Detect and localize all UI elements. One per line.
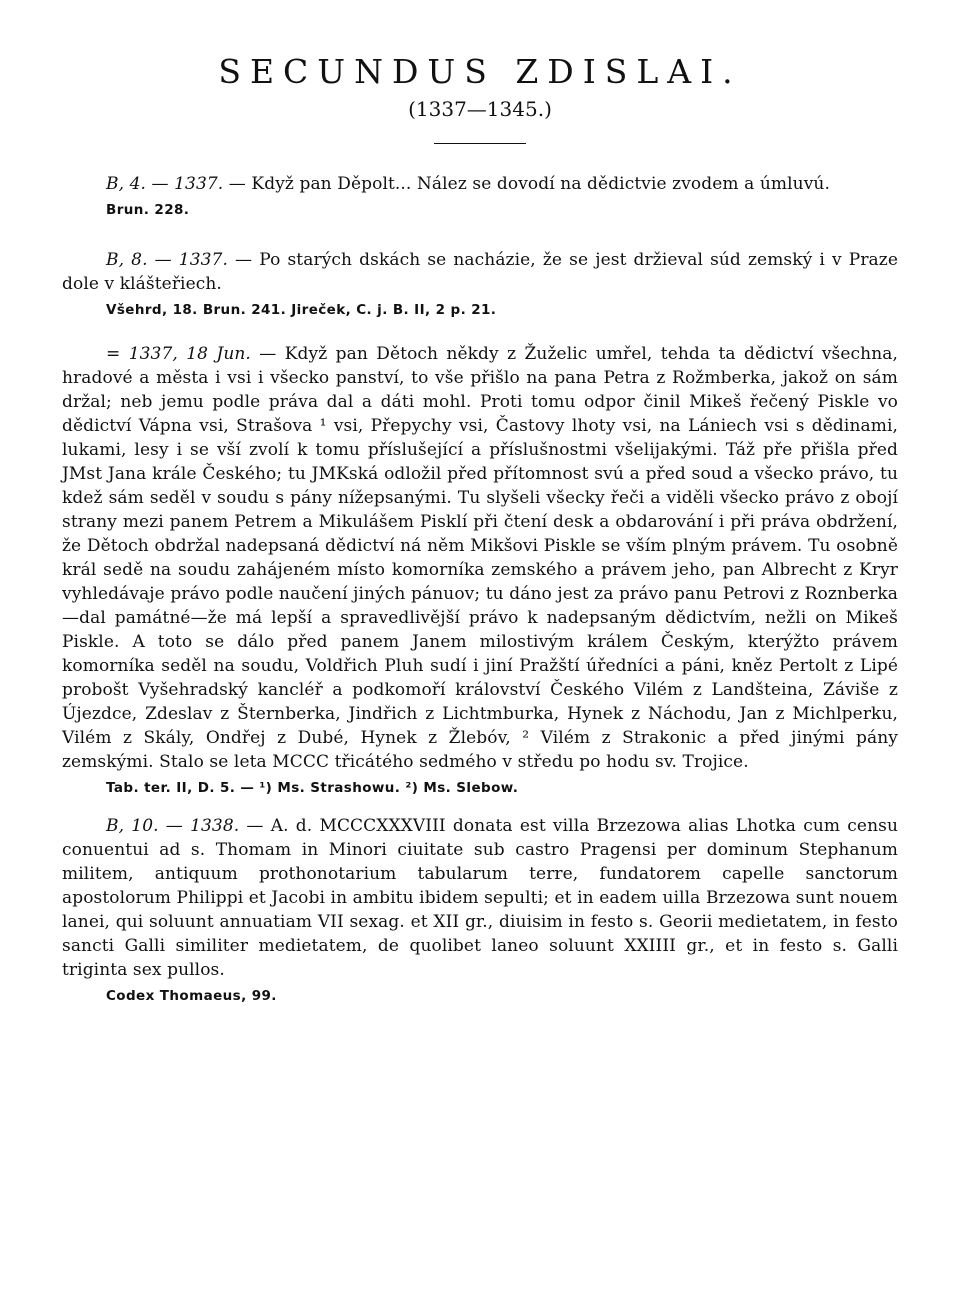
entry-text: A. d. MCCCXXXVIII donata est villa Brzezowa alias Lhotka cum censu conuentui ad s. Thomam in Minori ciuitate sub castro Pragensi per dominum Stephanum militem, antiquum prothonotarium tabularum terre, fundatorem capelle sanctorum apostolorum Philippi et Jacobi in ambitu ibidem sepulti; et in eadem uilla Brzezowa sunt nouem lanei, qui soluunt annuatiam VII sexag. et XII gr., diuisim in festo s. Georii medietatem, in festo sancti Galli similiter medietatem, de quolibet laneo soluunt XXIIII gr., et in festo s. Galli triginta sex pullos.	[62, 816, 898, 980]
page-title: SECUNDUS ZDISLAI.	[218, 52, 742, 91]
entry-body	[62, 248, 898, 296]
entry-body	[62, 342, 898, 774]
entry-text: Po starých dskách se nacházie, že se jest držieval súd zemský i v Praze dole v klášteřiech.	[62, 250, 899, 294]
entry-4	[62, 814, 898, 1006]
entry-date: = 1337, 18 Jun. —	[106, 344, 277, 364]
entry-source: Tab. ter. II, D. 5. — ¹) Ms. Strashowu. ²) Ms. Slebow.	[106, 780, 519, 796]
entry-body	[62, 814, 898, 982]
title-divider	[434, 143, 526, 144]
entry-3	[62, 342, 898, 798]
entry-date: B, 4. — 1337. —	[106, 174, 246, 194]
entry-1	[62, 172, 898, 220]
entry-source: Brun. 228.	[106, 202, 190, 218]
entry-body	[62, 172, 898, 196]
entry-2	[62, 248, 898, 320]
entry-date: B, 10. — 1338. —	[106, 816, 264, 836]
entry-source: Všehrd, 18. Brun. 241. Jireček, C. j. B. II, 2 p. 21.	[106, 302, 497, 318]
entry-text: Když pan Děpolt... Nález se dovodí na dědictvie zvodem a úmluvú.	[251, 174, 830, 194]
entry-date: B, 8. — 1337. —	[106, 250, 253, 270]
year-range: (1337—1345.)	[408, 97, 552, 121]
entry-text: Když pan Dětoch někdy z Žuželic umřel, tehda ta dědictví všechna, hradové a města i vsi i všecko panství, to vše přišlo na pana Petra z Rožmberka, jakož on sám držal; neb jemu podle práva dal a dáti mohl. Proti tomu odpor činil Mikeš řečený Piskle vo dědictví Vápna vsi, Strašova ¹ vsi, Přepychy vsi, Častovy lhoty vsi, na Lániech vsi s dědinami, lukami, lesy i se vší zvolí k tomu příslušející a příslušnostmi všelijakými. Táž pře přišla před JMst Jana krále Českého; tu JMKská odložil před přítomnost svú a před soud a všecko právo, tu kdež sám seděl v soudu s pány nížepsanými. Tu slyšeli všecky řeči a viděli všecko právo z obojí strany mezi panem Petrem a Mikulášem Pisklí při čtení desk a obdarování i při práva obdržení, že Dětoch obdržal nadepsaná dědictví ná něm Mikšovi Piskle se vším plným právem. Tu osobně král sedě na soudu zahájeném místo komorníka zemského a právem jeho, pan Albrecht z Kryr vyhledávaje právo podle naučení jiných pánuov; tu dáno jest za právo panu Petrovi z Roznberka—dal památné—že má lepší a spravedlivější právo k nadepsaným dědictvím, nežli on Mikeš Piskle. A toto se dálo před panem Janem milostivým králem Českým, kterýžto právem komorníka seděl na soudu, Voldřich Pluh sudí i jiní Pražští úředníci a páni, kněz Pertolt z Lipé probošt Vyšehradský kancléř a podkomoří království Českého Vilém z Landšteina, Záviše z Újezdce, Zdeslav z Šternberka, Jindřich z Lichtmburka, Hynek z Náchodu, Jan z Michlperku, Vilém z Skály, Ondřej z Dubé, Hynek z Žlebóv, ² Vilém z Strakonic a před jinými pány zemskými. Stalo se leta MCCC třicátého sedmého v středu po hodu sv. Trojice.	[62, 344, 898, 772]
entry-source: Codex Thomaeus, 99.	[106, 988, 277, 1004]
